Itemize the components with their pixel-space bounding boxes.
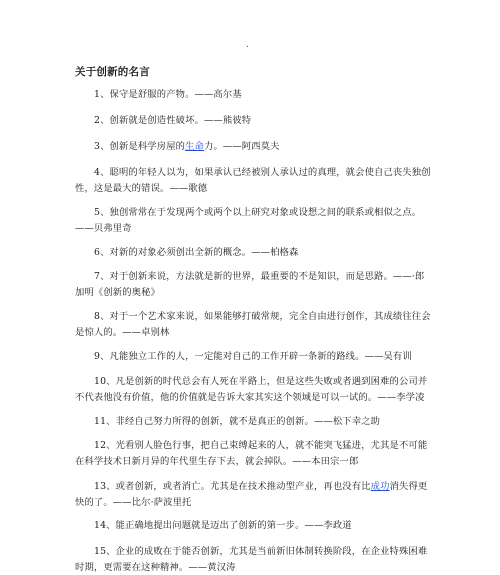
quote-item: 4、聪明的年轻人以为，如果承认已经被别人承认过的真理，就会使自己丧失独创性，这是最大的错误。——歌德	[75, 167, 431, 194]
quote-item: 8、对于一个艺术家来说，如果能够打破常规，完全自由进行创作，其成绩往往会是惊人的。——卓别林	[75, 311, 431, 338]
quote-item: 10、凡是创新的时代总会有人死在半路上，但是这些失败或者遇到困难的公司并不代表他没有价值，他的价值就是告诉大家其实这个领域是可以一试的。——李学凌	[75, 376, 428, 403]
quote-item: 15、企业的成败在于能否创新，尤其是当前新旧体制转换阶段，在企业特殊困难时期，更需要在这种精神。——黄汉涛	[75, 546, 428, 573]
quote-item: 3、创新是科学房屋的生命力。——阿西莫夫	[94, 141, 280, 152]
quote-item: 6、对新的对象必须创出全新的概念。——柏格森	[94, 247, 299, 258]
link-shengming[interactable]: 生命	[185, 141, 204, 152]
quote-item: 14、能正确地提出问题就是迈出了创新的第一步。——李政道	[94, 520, 352, 531]
quote-item: 12、光看别人脸色行事，把自己束缚起来的人，就不能突飞猛进，尤其是不可能在科学技术日新月异的年代里生存下去，就会掉队。——本田宗一郎	[75, 440, 428, 467]
quote-item: 2、创新就是创造性破坏。——熊彼特	[94, 115, 252, 126]
quote-item: 1、保守是舒服的产物。——高尔基	[94, 89, 242, 100]
quote-item: 5、独创常常在于发现两个或两个以上研究对象或设想之间的联系或相似之点。——贝弗里奇	[75, 207, 422, 234]
link-chenggong[interactable]: 成功	[370, 481, 390, 492]
quote-item: 13、或者创新，或者消亡。尤其是在技术推动型产业，再也没有比成功消失得更快的了。——比尔·萨波里托	[75, 481, 428, 508]
header-dot: .	[246, 40, 249, 50]
quote-item: 7、对于创新来说，方法就是新的世界，最重要的不是知识，而是思路。——·郎加明《创新的奥秘》	[75, 271, 425, 298]
document-title: 关于创新的名言	[75, 66, 150, 78]
quote-item: 9、凡能独立工作的人，一定能对自己的工作开辟一条新的路线。——吴有训	[94, 351, 412, 362]
quote-item: 11、非经自己努力所得的创新，就不是真正的创新。——松下幸之助	[94, 416, 381, 427]
